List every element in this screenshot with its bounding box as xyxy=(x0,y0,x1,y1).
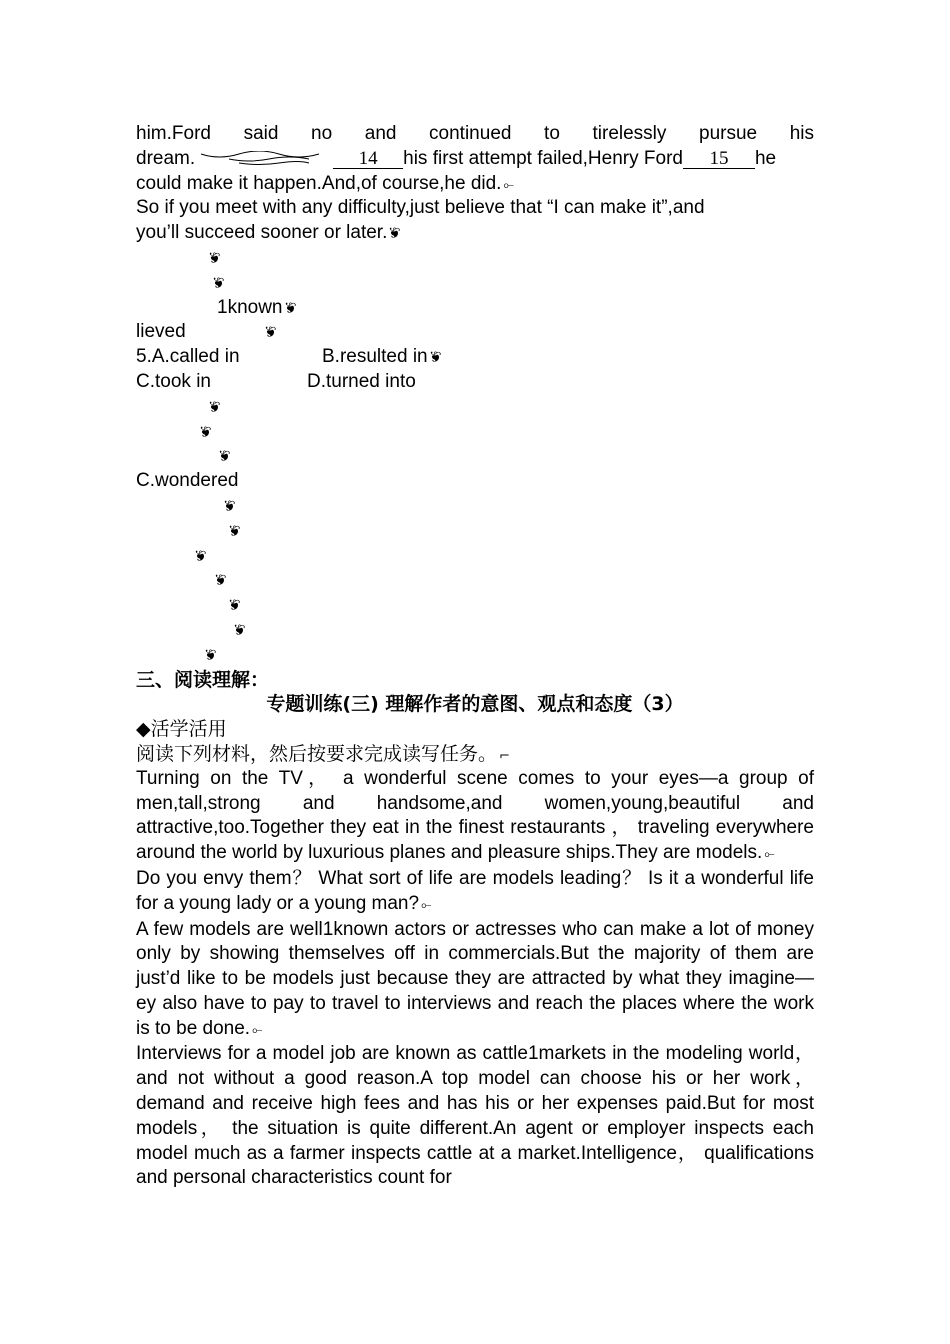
anchor-mark-icon: ❦ xyxy=(212,274,225,292)
blank-14[interactable]: 14 xyxy=(333,149,403,169)
mark-line xyxy=(136,271,814,296)
option-b: B.resulted in xyxy=(322,346,428,368)
story-line-4 xyxy=(136,196,814,221)
section-title: 专题训练(三) 理解作者的意图、观点和态度（3） xyxy=(266,693,684,716)
fragment-text: C.wondered xyxy=(136,470,239,492)
option-c: C.took in xyxy=(136,370,211,392)
anchor-mark-icon: ❦ xyxy=(223,497,236,515)
paragraph-text: Turning on the TV， a wonderful scene comes to your eyes—a group of men,tall,strong and handsome,and women,young,beautiful and attractive,too.Together they eat in the finest restaurants ， traveling everywhere around the world by luxurious planes and pleasure ships.They are models. xyxy=(136,767,814,864)
section-subheading: ◆活学活用 xyxy=(136,718,227,741)
mark-line xyxy=(136,395,814,420)
anchor-mark-icon: ❦ xyxy=(199,423,212,441)
document-body xyxy=(136,122,814,1191)
paragraph-text: Interviews for a model job are known as cattle1markets in the modeling world， and not without a good reason.A top model can choose his or her work， demand and receive high fees and has his or her expenses paid.But for most models， the situation is quite different.An agent or employer inspects each model much as a farmer inspects cattle at a market.Intelligence， qualifications and personal characteristics count for xyxy=(136,1043,814,1189)
paragraph-text: Do you envy them？ What sort of life are models leading？ Is it a wonderful life for a young lady or a young man? xyxy=(136,867,814,914)
fragment-line xyxy=(136,320,814,345)
instruction-text: 阅读下列材料，然后按要求完成读写任务。 xyxy=(136,742,498,765)
anchor-mark-icon: ❦ xyxy=(204,646,217,664)
paragraph-return-icon: ⟜ xyxy=(421,896,432,912)
anchor-mark-icon: ❦ xyxy=(428,349,442,367)
word: tirelessly xyxy=(592,123,667,144)
blank-15[interactable]: 15 xyxy=(683,149,755,169)
anchor-mark-icon: ❦ xyxy=(233,621,246,639)
story-line-2 xyxy=(136,147,814,172)
anchor-mark-icon: ❦ xyxy=(228,522,241,540)
story-text: So if you meet with any difficulty,just believe that “I can make it”,and xyxy=(136,197,705,219)
fragment-text: 1known xyxy=(217,296,283,318)
anchor-mark-icon: ❦ xyxy=(208,398,221,416)
mark-line xyxy=(136,444,814,469)
wavy-underline-icon xyxy=(199,151,329,167)
option-a: 5.A.called in xyxy=(136,346,240,368)
word: his xyxy=(789,123,814,144)
word: said xyxy=(243,123,279,144)
mark-line xyxy=(136,494,814,519)
anchor-mark-icon: ❦ xyxy=(218,448,231,466)
word: continued xyxy=(429,123,512,144)
mark-line xyxy=(136,519,814,544)
anchor-mark-icon: ❦ xyxy=(283,299,297,317)
paragraph-return-icon: ⟜ xyxy=(764,846,775,862)
mark-line xyxy=(136,544,814,569)
word: pursue xyxy=(699,123,758,144)
story-text: dream. xyxy=(136,147,196,169)
story-line-1 xyxy=(136,122,814,147)
passage-paragraph-4 xyxy=(136,1042,814,1191)
passage-paragraph-3 xyxy=(136,918,814,1043)
mark-line xyxy=(136,568,814,593)
option-line xyxy=(136,370,814,395)
word: him.Ford xyxy=(136,123,211,144)
story-text: you’ll succeed sooner or later. xyxy=(136,222,388,244)
fragment-text: lieved xyxy=(136,321,186,343)
story-line-5 xyxy=(136,221,814,246)
fragment-line xyxy=(136,296,814,321)
passage-paragraph-2 xyxy=(136,867,814,918)
fragment-line xyxy=(136,469,814,494)
anchor-mark-icon: ❦ xyxy=(194,547,207,565)
anchor-mark-icon: ❦ xyxy=(228,597,241,615)
paragraph-return-icon: ⟜ xyxy=(503,176,514,192)
story-text: could make it happen.And,of course,he did. xyxy=(136,172,502,194)
word: and xyxy=(364,123,397,144)
anchor-mark-icon: ❦ xyxy=(388,225,401,243)
anchor-mark-icon: ❦ xyxy=(263,324,277,342)
mark-line xyxy=(136,246,814,271)
passage-paragraph-1 xyxy=(136,767,814,867)
story-text: his first attempt failed,Henry Ford xyxy=(403,147,683,169)
section-instruction xyxy=(136,742,814,767)
word: to xyxy=(544,123,560,144)
word: no xyxy=(311,123,333,144)
story-text: he xyxy=(754,147,777,169)
mark-line xyxy=(136,618,814,643)
paragraph-text: A few models are well1known actors or actresses who can make a lot of money only by showing themselves off in commercials.But the majority of them are just’d like to be models just because they are attracted by what they imagine—ey also have to pay to travel to interviews and reach the places where the work is to be done. xyxy=(136,918,814,1039)
option-line xyxy=(136,345,814,370)
section-heading: 三、阅读理解： xyxy=(136,668,270,691)
anchor-mark-icon: ❦ xyxy=(208,249,221,267)
option-d: D.turned into xyxy=(307,370,416,392)
story-line-3 xyxy=(136,172,814,197)
mark-line xyxy=(136,593,814,618)
return-icon: ⌐ xyxy=(499,748,510,764)
paragraph-return-icon: ⟜ xyxy=(252,1021,263,1037)
mark-line xyxy=(136,420,814,445)
mark-line xyxy=(136,643,814,668)
anchor-mark-icon: ❦ xyxy=(214,572,227,590)
